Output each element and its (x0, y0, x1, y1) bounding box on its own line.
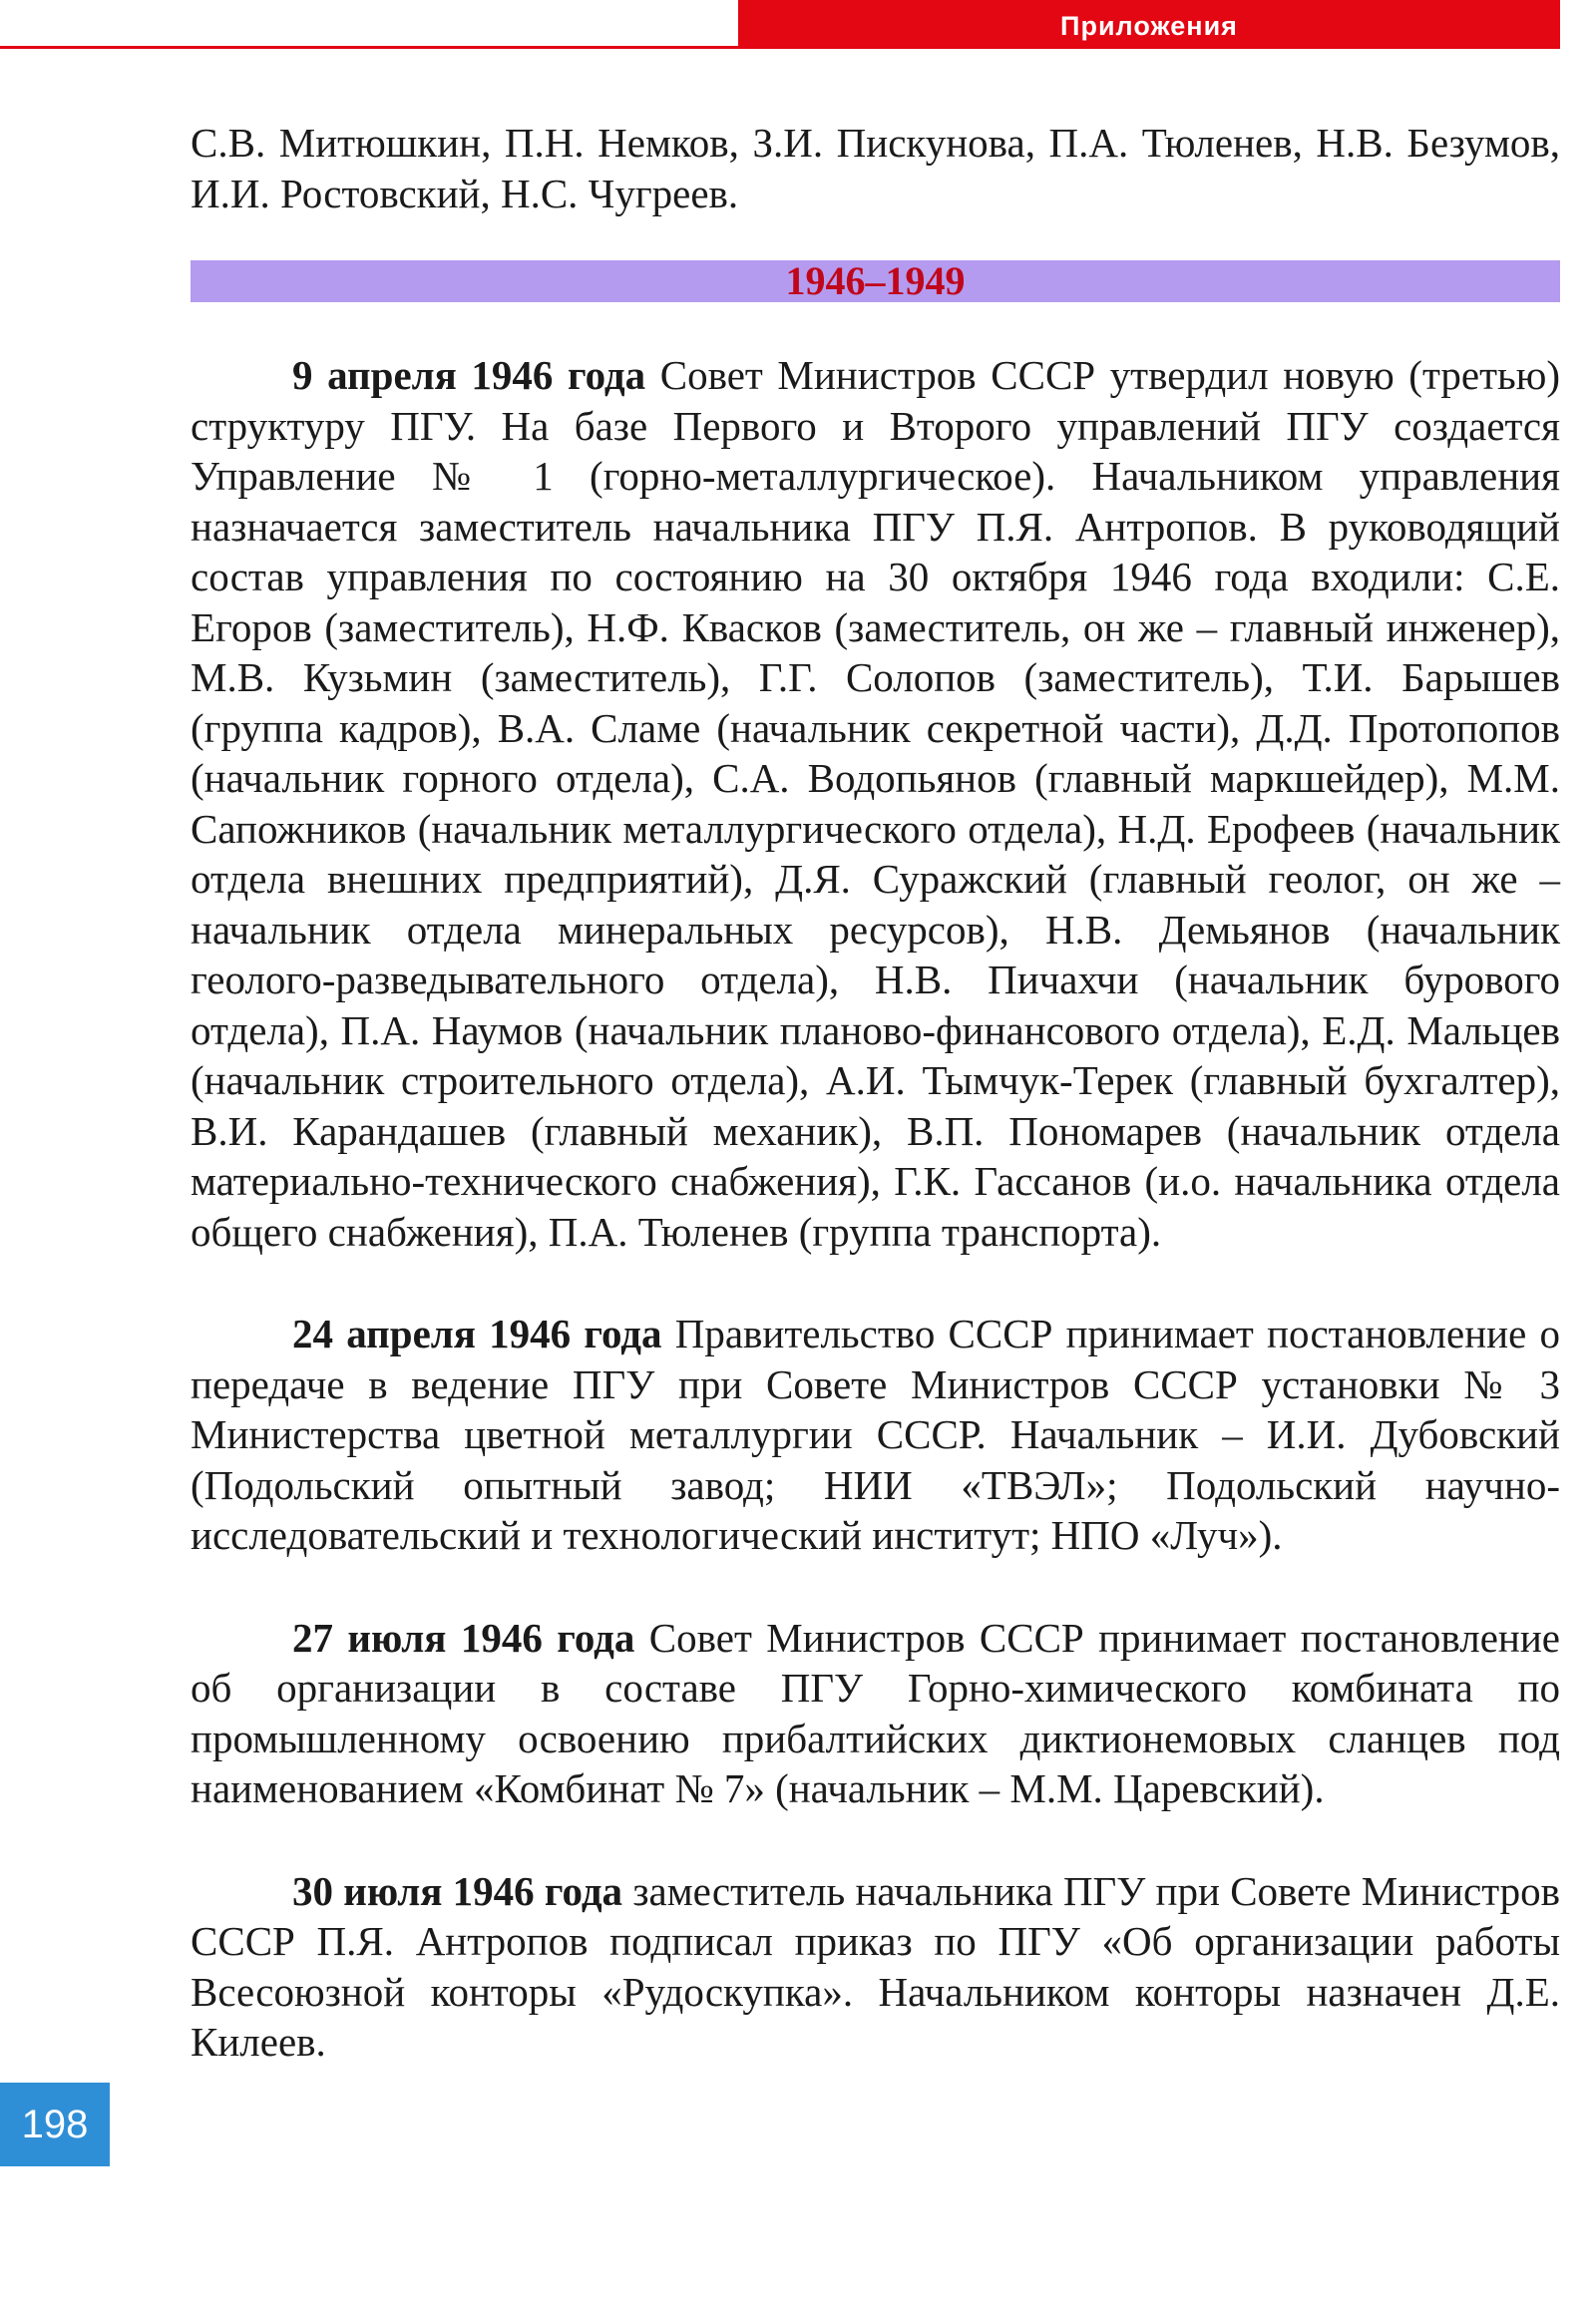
paragraph-gap (191, 1814, 1560, 1866)
entry-text: Совет Министров СССР принимает постановление об организации в составе ПГУ Горно-химического комбината по промышленному освоению прибалтийских диктионемовых сланцев под наименованием «Комбинат № 7» (начальник – М.М. Царевский). (191, 1614, 1560, 1811)
entry-date: 27 июля 1946 года (292, 1614, 635, 1661)
page-content (191, 118, 1560, 2068)
section-header-tab (738, 0, 1560, 49)
paragraph-gap (191, 1561, 1560, 1613)
entry-text: Правительство СССР принимает постановление о передаче в ведение ПГУ при Совете Министров СССР установки № 3 Министерства цветной металлургии СССР. Начальник – И.И. Дубовский (Подольский опытный завод; НИИ «ТВЭЛ»; Подольский научно-исследовательский и технологический институт; НПО «Луч»). (191, 1311, 1560, 1558)
entry-paragraph (191, 1309, 1560, 1561)
entry-text: Совет Министров СССР утвердил новую (третью) структуру ПГУ. На базе Первого и Второго управлений ПГУ создается Управление № 1 (горно-металлургическое). Начальником управления назначается заместитель начальника ПГУ П.Я. Антропов. В руководящий состав управления по состоянию на 30 октября 1946 года входили: С.Е. Егоров (заместитель), Н.Ф. Квасков (заместитель, он же – главный инженер), М.В. Кузьмин (заместитель), Г.Г. Солопов (заместитель), Т.И. Барышев (группа кадров), В.А. Сламе (начальник секретной части), Д.Д. Протопопов (начальник горного отдела), С.А. Водопьянов (главный маркшейдер), М.М. Сапожников (начальник металлургического отдела), Н.Д. Ерофеев (начальник отдела внешних предприятий), Д.Я. Суражский (главный геолог, он же – начальник отдела минеральных ресурсов), Н.В. Демьянов (начальник геолого-разведывательного отдела), Н.В. Пичахчи (начальник бурового отдела), П.А. Наумов (начальник планово-финансового отдела), Е.Д. Мальцев (начальник строительного отдела), А.И. Тымчук-Терек (главный бухгалтер), В.И. Карандашев (главный механик), В.П. Пономарев (начальник отдела материально-технического снабжения), Г.К. Гассанов (и.о. начальника отдела общего снабжения), П.А. Тюленев (группа транспорта). (191, 352, 1560, 1255)
period-band (191, 260, 1560, 302)
period-label: 1946–1949 (785, 258, 966, 303)
entry-paragraph (191, 350, 1560, 1257)
entry-text: заместитель начальника ПГУ при Совете Министров СССР П.Я. Антропов подписал приказ по ПГУ «Об организации работы Всесоюзной конторы «Рудоскупка». Начальником конторы назначен Д.Е. Килеев. (191, 1867, 1560, 2065)
entry-paragraph (191, 1866, 1560, 2068)
intro-paragraph: С.В. Митюшкин, П.Н. Немков, З.И. Пискунова, П.А. Тюленев, Н.В. Безумов, И.И. Ростовский, Н.С. Чугреев. (191, 120, 1560, 216)
entry-date: 9 апреля 1946 года (292, 352, 646, 398)
entry-date: 24 апреля 1946 года (292, 1311, 662, 1356)
entry-paragraph (191, 1613, 1560, 1814)
section-title: Приложения (1060, 11, 1238, 41)
paragraph-gap (191, 1257, 1560, 1309)
entry-date: 30 июля 1946 года (292, 1867, 623, 1914)
page-number: 198 (21, 2102, 89, 2146)
header-rule (0, 46, 738, 49)
page-number-badge (0, 2083, 110, 2166)
